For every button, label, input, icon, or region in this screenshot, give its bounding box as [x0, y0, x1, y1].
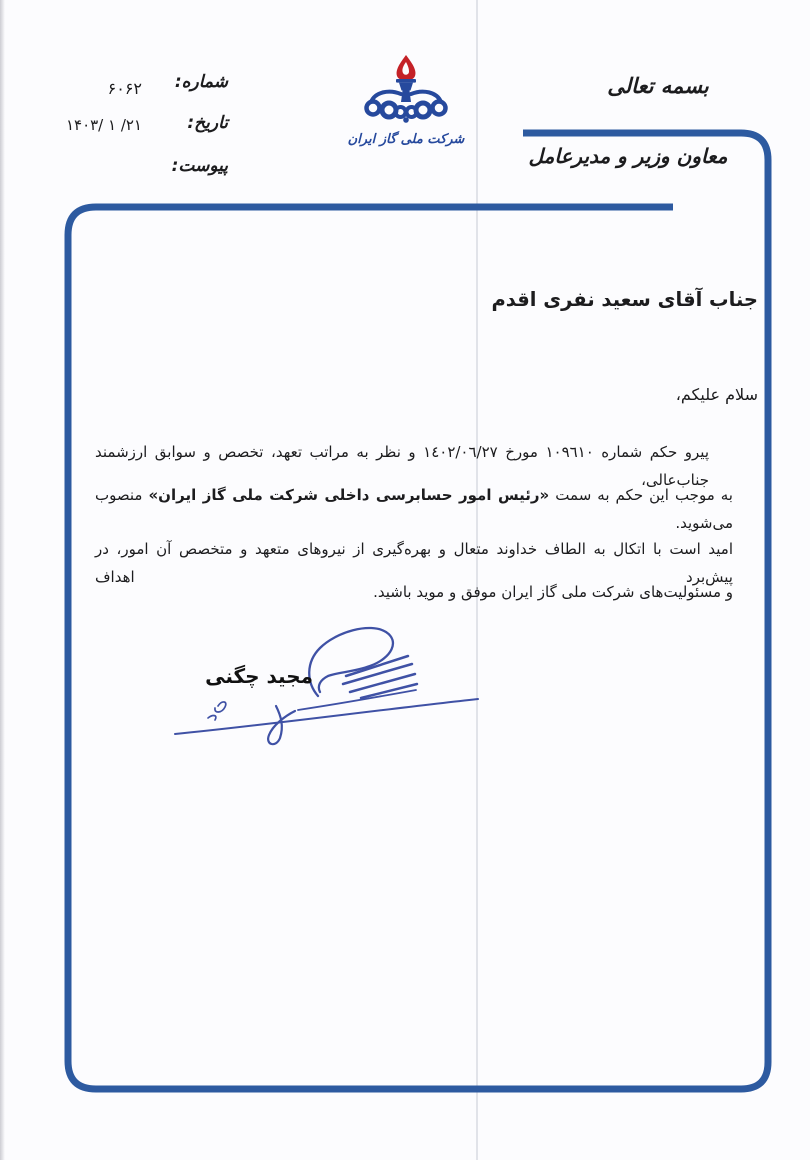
bismillah-text: بسمه تعالی — [607, 74, 709, 98]
ref-number-value: ۶۰۶۲ — [107, 79, 142, 98]
body-paragraph2-line1: امید است با اتکال به الطاف خداوند متعال و بهره‌گیری از نیروهای متعهد و متخصص آن امور، در پیش‌برد اهداف — [95, 540, 733, 586]
body-paragraph1-line2 — [95, 481, 733, 532]
signature-block — [158, 606, 493, 754]
signer-name: مجید چگنی — [205, 664, 313, 688]
appointment-text-prefix: به موجب این حکم به سمت — [549, 486, 733, 504]
salutation: سلام علیکم، — [675, 385, 758, 404]
ref-date-value: ۱۴۰۳/ ۱ /۲۱ — [65, 116, 142, 134]
ref-attachment-label: پیوست: — [171, 156, 228, 176]
company-name: شرکت ملی گاز ایران — [347, 132, 465, 147]
appointment-text-suffix: منصوب می‌شوید. — [95, 486, 733, 532]
letterhead-title: معاون وزیر و مدیرعامل — [528, 144, 728, 168]
ref-date-label: تاریخ: — [187, 113, 228, 133]
body-paragraph2-line2: و مسئولیت‌های شرکت ملی گاز ایران موفق و موید باشید. — [373, 583, 733, 601]
ref-number-label: شماره: — [174, 72, 228, 92]
body-paragraph1-line1: پیرو حکم شماره ۱۰۹٦۱۰ مورخ ۱٤۰۲/۰٦/۲۷ و نظر به مراتب تعهد، تخصص و سوابق ارزشمند جناب‌عالی، — [95, 443, 709, 489]
appointment-position-title: «رئیس امور حسابرسی داخلی شرکت ملی گاز ایران» — [148, 486, 550, 504]
recipient-name: جناب آقای سعید نفری اقدم — [491, 288, 758, 311]
